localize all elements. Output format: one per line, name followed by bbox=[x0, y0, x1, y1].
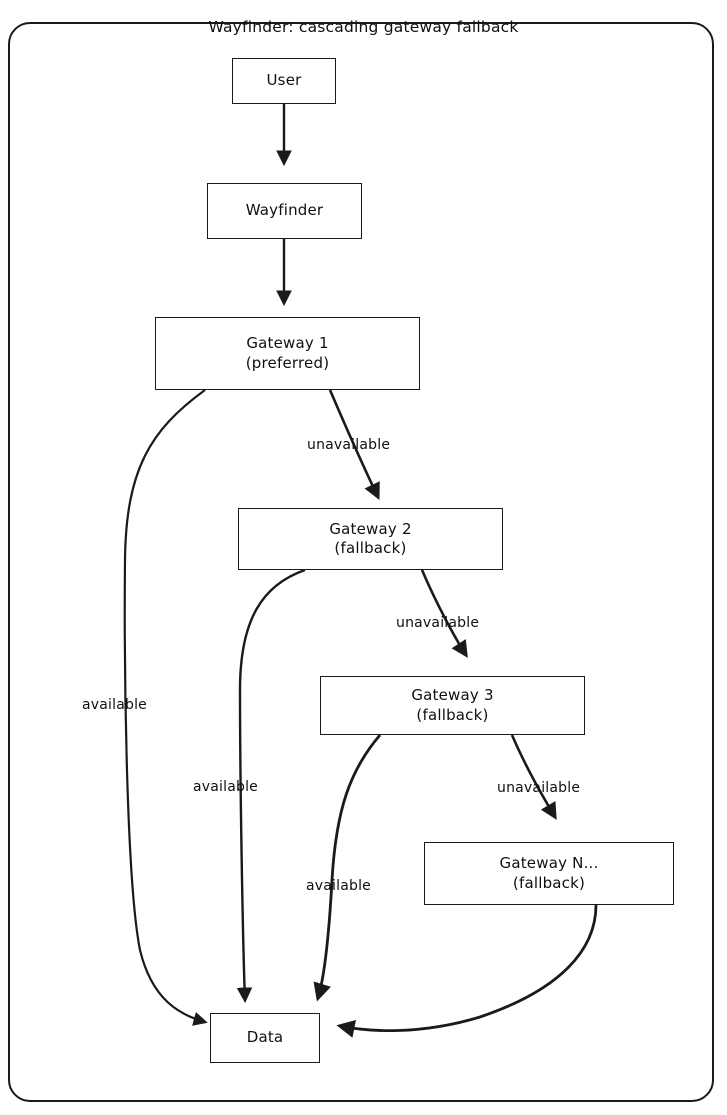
edge-label-gateway2-available: available bbox=[193, 779, 258, 795]
node-gateway-3-label: Gateway 3 bbox=[411, 686, 494, 705]
edge-label-gateway3-available: available bbox=[306, 878, 371, 894]
node-user[interactable] bbox=[232, 58, 336, 104]
node-gateway-3-sublabel: (fallback) bbox=[416, 705, 489, 724]
node-user-label: User bbox=[266, 71, 302, 90]
edge-label-gateway1-available: available bbox=[82, 697, 147, 713]
node-gateway-2[interactable] bbox=[238, 508, 503, 570]
node-data[interactable] bbox=[210, 1013, 320, 1063]
node-gateway-3[interactable] bbox=[320, 676, 585, 735]
node-gateway-n-sublabel: (fallback) bbox=[512, 873, 586, 892]
node-wayfinder-label: Wayfinder bbox=[245, 201, 324, 220]
edge-label-gateway2-unavailable: unavailable bbox=[396, 615, 480, 631]
node-gateway-n-label: Gateway N... bbox=[499, 854, 599, 873]
edge-label-gateway1-unavailable: unavailable bbox=[307, 437, 391, 453]
diagram-title: Wayfinder: cascading gateway fallback bbox=[208, 18, 519, 36]
node-wayfinder[interactable] bbox=[207, 183, 362, 239]
node-gateway-n[interactable] bbox=[424, 842, 674, 905]
edge-label-gateway3-unavailable: unavailable bbox=[497, 780, 581, 796]
node-gateway-2-sublabel: (fallback) bbox=[334, 539, 407, 557]
node-gateway-2-label: Gateway 2 bbox=[329, 519, 412, 538]
node-gateway-1-sublabel: (preferred) bbox=[245, 353, 330, 372]
node-data-label: Data bbox=[246, 1028, 284, 1047]
node-gateway-1[interactable] bbox=[155, 317, 420, 390]
node-gateway-1-label: Gateway 1 bbox=[246, 334, 329, 353]
